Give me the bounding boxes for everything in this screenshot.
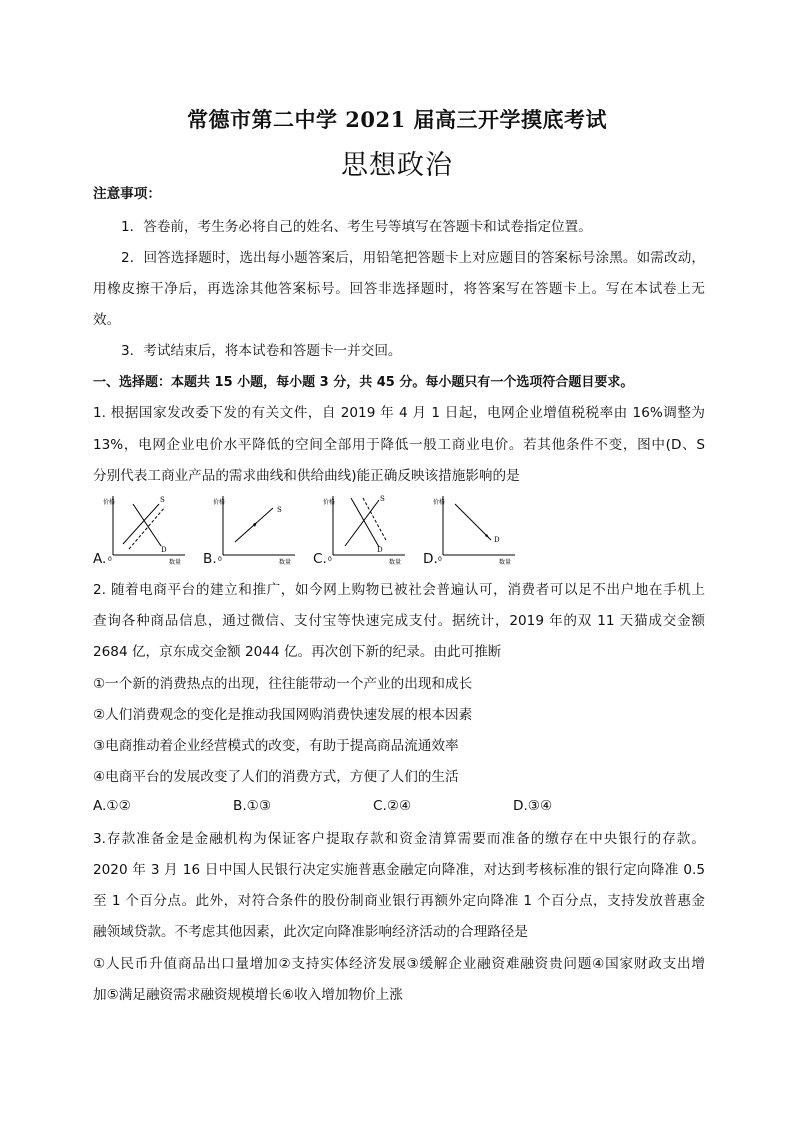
graph-c-plot: [323, 492, 413, 570]
graph-c: [313, 492, 413, 570]
q2-statement-2: ②人们消费观念的变化是推动我国网购消费快速发展的根本因素: [93, 707, 473, 723]
graph-a-origin: 0: [108, 556, 112, 563]
q2-option-c: C.②④: [373, 798, 412, 814]
notice-item-3: 3．考试结束后，将本试卷和答题卡一并交回。: [121, 343, 402, 359]
graph-a: [93, 492, 193, 570]
graph-c-d: D: [377, 546, 383, 554]
exam-title: 常德市第二中学 2021 届高三开学摸底考试: [186, 107, 608, 132]
q3-line-1: 3.存款准备金是金融机构为保证客户提取存款和资金清算需要而准备的缴存在中央银行的存款。: [93, 831, 705, 847]
graph-c-ylabel: 价格: [323, 499, 336, 506]
q2-statement-4: ④电商平台的发展改变了人们的消费方式，方便了人们的生活: [93, 769, 459, 785]
q2-options: [93, 798, 613, 816]
graph-c-letter: C.: [313, 551, 327, 567]
graph-a-letter: A.: [93, 551, 107, 567]
q3-line-5: ①人民币升值商品出口量增加②支持实体经济发展③缓解企业融资难融资贵问题④国家财政支出增: [93, 956, 705, 972]
graph-a-ylabel: 价格: [103, 499, 116, 506]
graph-a-plot: [103, 492, 193, 570]
q2-statement-1: ①一个新的消费热点的出现，往往能带动一个产业的出现和成长: [93, 676, 473, 692]
graph-d-ylabel: 价格: [433, 499, 446, 506]
q2-statement-3: ③电商推动着企业经营模式的改变，有助于提高商品流通效率: [93, 738, 459, 754]
q2-option-b: B.①③: [233, 798, 272, 814]
graph-d-plot: [433, 492, 523, 570]
graph-d: [423, 492, 523, 570]
graph-b-s: S: [277, 506, 282, 514]
notice-item-2-end: 效。: [93, 312, 121, 328]
q2-option-a: A.①②: [93, 798, 131, 814]
q2-option-d: D.③④: [513, 798, 553, 814]
q3-line-3: 至 1 个百分点。此外，对符合条件的股份制商业银行再额外定向降准 1 个百分点，支持发放普惠金: [93, 893, 705, 909]
q3-line-2: 2020 年 3 月 16 日中国人民银行决定实施普惠金融定向降准，对达到考核标准的银行定向降准 0.5: [93, 862, 705, 878]
graph-d-origin: 0: [438, 556, 442, 563]
graph-b-plot: [213, 492, 303, 570]
graph-c-s: S: [380, 495, 385, 503]
q1-graphs: [93, 492, 633, 570]
graph-a-d: D: [161, 546, 167, 554]
graph-d-d: D: [494, 536, 500, 544]
graph-a-xlabel: 数量: [169, 559, 182, 566]
q1-line-3: 分别代表工商业产品的需求曲线和供给曲线)能正确反映该措施影响的是: [93, 468, 520, 484]
graph-d-xlabel: 数量: [499, 559, 512, 566]
graph-b-letter: B.: [203, 551, 217, 567]
notice-item-2-cont: 用橡皮擦干净后，再选涂其他答案标号。回答非选择题时，将答案写在答题卡上。写在本试卷上无: [93, 281, 705, 297]
graph-b-origin: 0: [218, 556, 222, 563]
q1-line-2: 13%，电网企业电价水平降低的空间全部用于降低一般工商业电价。若其他条件不变，图中(D、S: [93, 437, 705, 453]
section-title: 一、选择题：本题共 15 小题，每小题 3 分，共 45 分。每小题只有一个选项符合题目要求。: [93, 375, 634, 390]
q3-line-4: 融领域贷款。不考虑其他因素，此次定向降准影响经济活动的合理路径是: [93, 924, 528, 940]
q1-line-1: 1. 根据国家发改委下发的有关文件，自 2019 年 4 月 1 日起，电网企业增值税税率由 16%调整为: [93, 405, 705, 421]
notice-item-2: 2．回答选择题时，选出每小题答案后，用铅笔把答题卡上对应题目的答案标号涂黑。如需改动，: [121, 250, 705, 266]
graph-b-xlabel: 数量: [279, 559, 292, 566]
q3-line-6: 加⑤满足融资需求融资规模增长⑥收入增加物价上涨: [93, 987, 403, 1003]
q2-line-1: 2. 随着电商平台的建立和推广，如今网上购物已被社会普遍认可，消费者可以足不出户地在手机上: [93, 582, 705, 598]
graph-b-ylabel: 价格: [213, 499, 226, 506]
graph-a-s: S: [160, 496, 165, 504]
subject-title: 思想政治: [341, 150, 453, 181]
graph-d-letter: D.: [423, 551, 438, 567]
notice-heading: 注意事项：: [93, 186, 161, 202]
q2-line-2: 查询各种商品信息，通过微信、支付宝等快速完成支付。据统计，2019 年的双 11 天猫成交金额: [93, 613, 705, 629]
graph-c-xlabel: 数量: [389, 559, 402, 566]
notice-item-1: 1．答卷前，考生务必将自己的姓名、考生号等填写在答题卡和试卷指定位置。: [121, 219, 592, 235]
q2-line-3: 2684 亿，京东成交金额 2044 亿。再次创下新的纪录。由此可推断: [93, 644, 502, 660]
graph-b: [203, 492, 303, 570]
graph-c-origin: 0: [328, 556, 332, 563]
